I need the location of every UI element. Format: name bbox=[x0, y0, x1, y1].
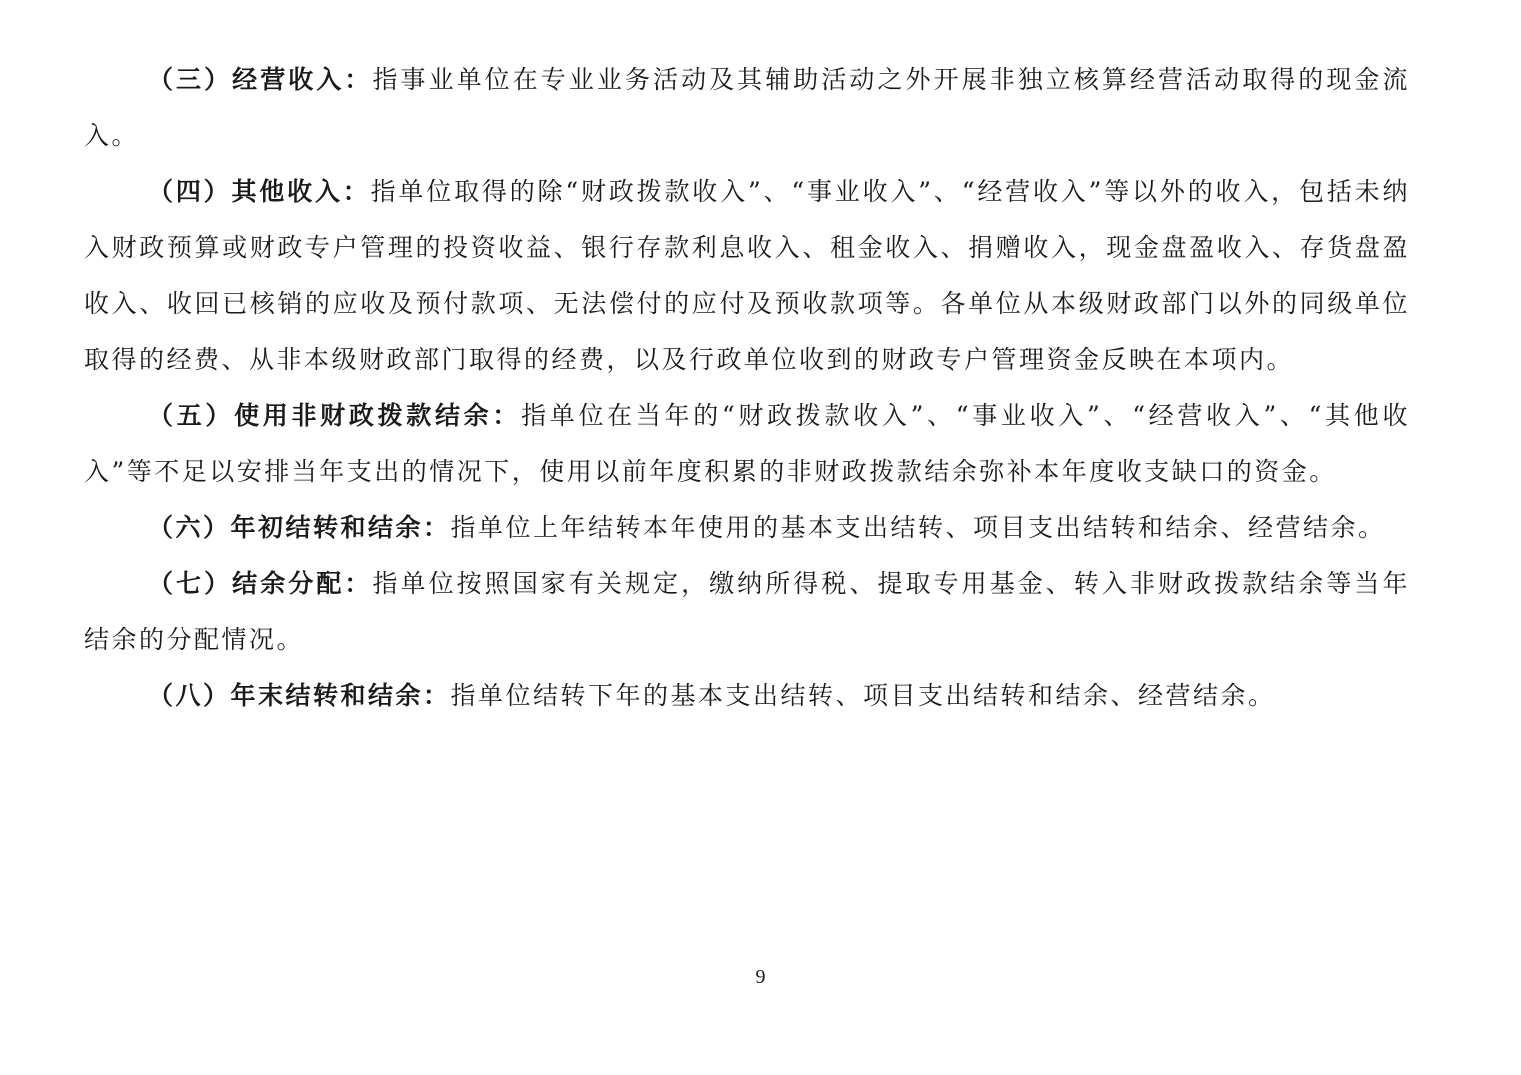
term-definition: 指单位在当年的“财政拨款收入”、“事业收入”、“经营收入”、“其他收入”等不足以安排当年支出的情况下，使用以前年度积累的非财政拨款结余弥补本年度收支缺口的资金。 bbox=[84, 401, 1410, 486]
paragraph-closing-carryover bbox=[84, 668, 1410, 724]
term-definition: 指单位按照国家有关规定，缴纳所得税、提取专用基金、转入非财政拨款结余等当年结余的分配情况。 bbox=[84, 569, 1410, 654]
term-label: （六）年初结转和结余： bbox=[148, 513, 451, 542]
term-label: （五）使用非财政拨款结余： bbox=[148, 401, 522, 430]
document-body bbox=[84, 52, 1410, 724]
term-label: （四）其他收入： bbox=[148, 177, 371, 206]
term-label: （八）年末结转和结余： bbox=[148, 681, 451, 710]
term-definition: 指事业单位在专业业务活动及其辅助活动之外开展非独立核算经营活动取得的现金流入。 bbox=[84, 65, 1410, 150]
term-label: （七）结余分配： bbox=[148, 569, 373, 598]
paragraph-operating-income bbox=[84, 52, 1410, 164]
page-number: 9 bbox=[755, 966, 766, 988]
paragraph-other-income bbox=[84, 164, 1410, 388]
paragraph-non-fiscal-balance bbox=[84, 388, 1410, 500]
paragraph-opening-carryover bbox=[84, 500, 1410, 556]
term-definition: 指单位取得的除“财政拨款收入”、“事业收入”、“经营收入”等以外的收入，包括未纳入财政预算或财政专户管理的投资收益、银行存款利息收入、租金收入、捐赠收入，现金盘盈收入、存货盘盈收入、收回已核销的应收及预付款项、无法偿付的应付及预收款项等。各单位从本级财政部门以外的同级单位取得的经费、从非本级财政部门取得的经费，以及行政单位收到的财政专户管理资金反映在本项内。 bbox=[84, 177, 1410, 374]
term-definition: 指单位上年结转本年使用的基本支出结转、项目支出结转和结余、经营结余。 bbox=[450, 513, 1386, 542]
term-definition: 指单位结转下年的基本支出结转、项目支出结转和结余、经营结余。 bbox=[450, 681, 1276, 710]
term-label: （三）经营收入： bbox=[148, 65, 373, 94]
paragraph-surplus-distribution bbox=[84, 556, 1410, 668]
